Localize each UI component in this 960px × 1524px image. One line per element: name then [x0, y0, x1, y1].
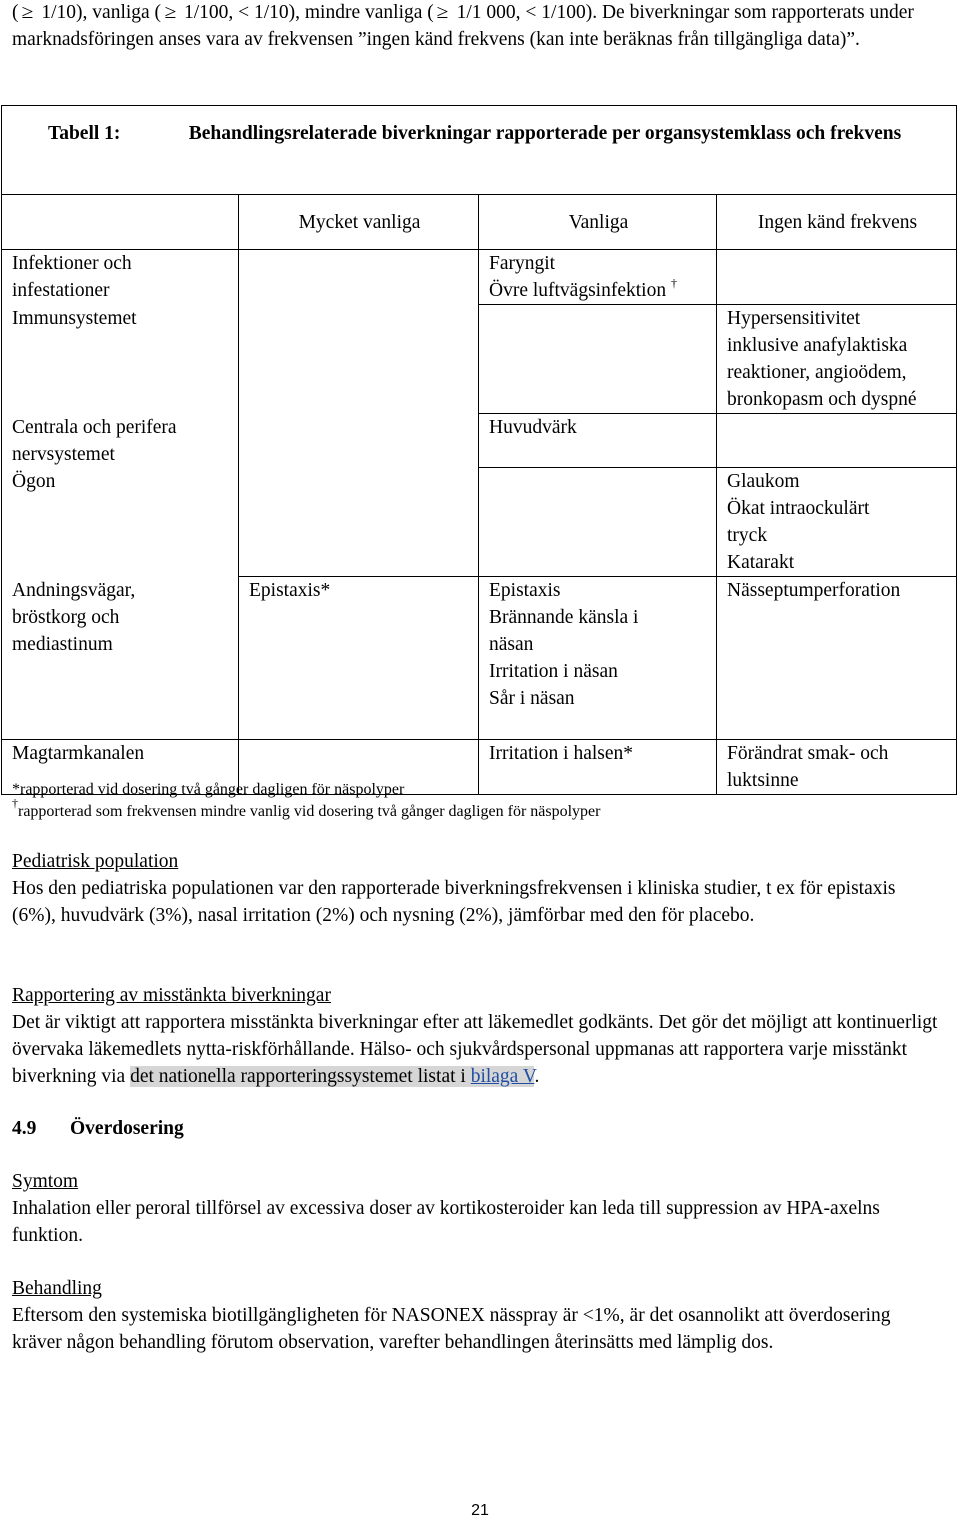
header-empty-cell	[2, 195, 239, 250]
organ-cell: Centrala och perifera nervsystemet	[2, 414, 239, 468]
unknown-cell	[717, 250, 957, 305]
unknown-cell: Nässeptumperforation	[717, 577, 957, 740]
table-row	[2, 577, 957, 740]
organ-cell: Infektioner och infestationer	[2, 250, 239, 305]
unknown-cell	[717, 414, 957, 468]
greater-equal-symbol: ≥	[21, 2, 34, 23]
symptoms-body: Inhalation eller peroral tillförsel av excessiva doser av kortikosteroider kan leda till suppression av HPA-axelns funktion.	[12, 1198, 880, 1246]
reporting-section	[12, 982, 942, 1090]
footnote-asterisk: *rapporterad vid dosering två gånger dagligen för näspolyper	[12, 781, 405, 798]
very-common-cell: Epistaxis*	[239, 577, 479, 740]
reporting-heading: Rapportering av misstänkta biverkningar	[12, 985, 331, 1006]
organ-cell: Magtarmkanalen	[2, 740, 239, 795]
table-caption-row	[2, 106, 957, 195]
very-common-cell	[239, 250, 479, 577]
common-cell: Irritation i halsen*	[479, 740, 717, 795]
unknown-cell: Hypersensitivitet inklusive anafylaktiska reaktioner, angioödem, bronkopasm och dyspné	[717, 305, 957, 414]
pediatric-heading: Pediatrisk population	[12, 851, 179, 872]
table-row	[2, 305, 957, 414]
common-cell	[479, 468, 717, 577]
treatment-body: Eftersom den systemiska biotillgängligheten för NASONEX nässpray är <1%, är det osannolikt att överdosering kräver någon behandling förutom observation, varefter behandlingen återinsätts med lämplig dos.	[12, 1305, 891, 1353]
pediatric-body: Hos den pediatriska populationen var den rapporterade biverkningsfrekvensen i kliniska studier, t ex för epistaxis (6%), huvudvärk (3%), nasal irritation (2%) och nysning (2%), jämförbar med den för placebo.	[12, 878, 896, 926]
table-header-row	[2, 195, 957, 250]
organ-cell: Andningsvägar, bröstkorg och mediastinum	[2, 577, 239, 740]
footnote-dagger: †rapporterad som frekvensen mindre vanlig vid dosering två gånger dagligen för näspolyper	[12, 796, 601, 820]
table-caption-cell	[2, 106, 957, 195]
intro-paragraph: ( ≥ 1/10), vanliga ( ≥ 1/100, < 1/10), mindre vanliga ( ≥ 1/1 000, < 1/100). De biverkningar som rapporterats under marknadsföringen anses vara av frekvensen ”ingen känd frekvens (kan inte beräknas från tillgängliga data)”.	[12, 0, 942, 53]
symptoms-section	[12, 1168, 942, 1249]
overdose-heading: 4.9 Överdosering	[12, 1118, 184, 1139]
unknown-cell: Glaukom Ökat intraockulärt tryck Katarakt	[717, 468, 957, 577]
treatment-section	[12, 1275, 942, 1356]
table-row	[2, 250, 957, 305]
unknown-cell: Förändrat smak- och luktsinne	[717, 740, 957, 795]
common-cell: Epistaxis Brännande känsla i näsan Irritation i näsan Sår i näsan	[479, 577, 717, 740]
reporting-body: Det är viktigt att rapportera misstänkta biverkningar efter att läkemedlet godkänts. Det gör det möjligt att kontinuerligt övervaka läkemedlets nytta-riskförhållande. Hälso- och sjukvårdspersonal uppmanas att rapportera varje misstänkt biverkning via det nationella rapporteringssystemet listat i bilaga V.	[12, 1012, 938, 1087]
common-cell	[479, 305, 717, 414]
highlighted-text: det nationella rapporteringssystemet listat i bilaga V	[130, 1066, 535, 1087]
page-number: 21	[471, 1502, 489, 1519]
table-title: Behandlingsrelaterade biverkningar rapporterade per organsystemklass och frekvens	[188, 123, 902, 144]
bilaga-v-link[interactable]: bilaga V	[470, 1066, 535, 1087]
symptoms-heading: Symtom	[12, 1171, 79, 1192]
table-footnotes	[12, 779, 712, 823]
common-cell: Faryngit Övre luftvägsinfektion †	[479, 250, 717, 305]
greater-equal-symbol: ≥	[164, 2, 176, 23]
common-cell: Huvudvärk	[479, 414, 717, 468]
treatment-heading: Behandling	[12, 1278, 102, 1299]
adverse-reactions-table	[1, 105, 957, 795]
organ-cell: Immunsystemet	[2, 305, 239, 414]
table-label: Tabell 1:	[48, 123, 121, 144]
header-common: Vanliga	[479, 195, 717, 250]
greater-equal-symbol: ≥	[436, 2, 449, 23]
pediatric-section	[12, 848, 942, 929]
table-row	[2, 468, 957, 577]
header-unknown: Ingen känd frekvens	[717, 195, 957, 250]
header-very-common: Mycket vanliga	[239, 195, 479, 250]
organ-cell: Ögon	[2, 468, 239, 577]
table-row	[2, 414, 957, 468]
